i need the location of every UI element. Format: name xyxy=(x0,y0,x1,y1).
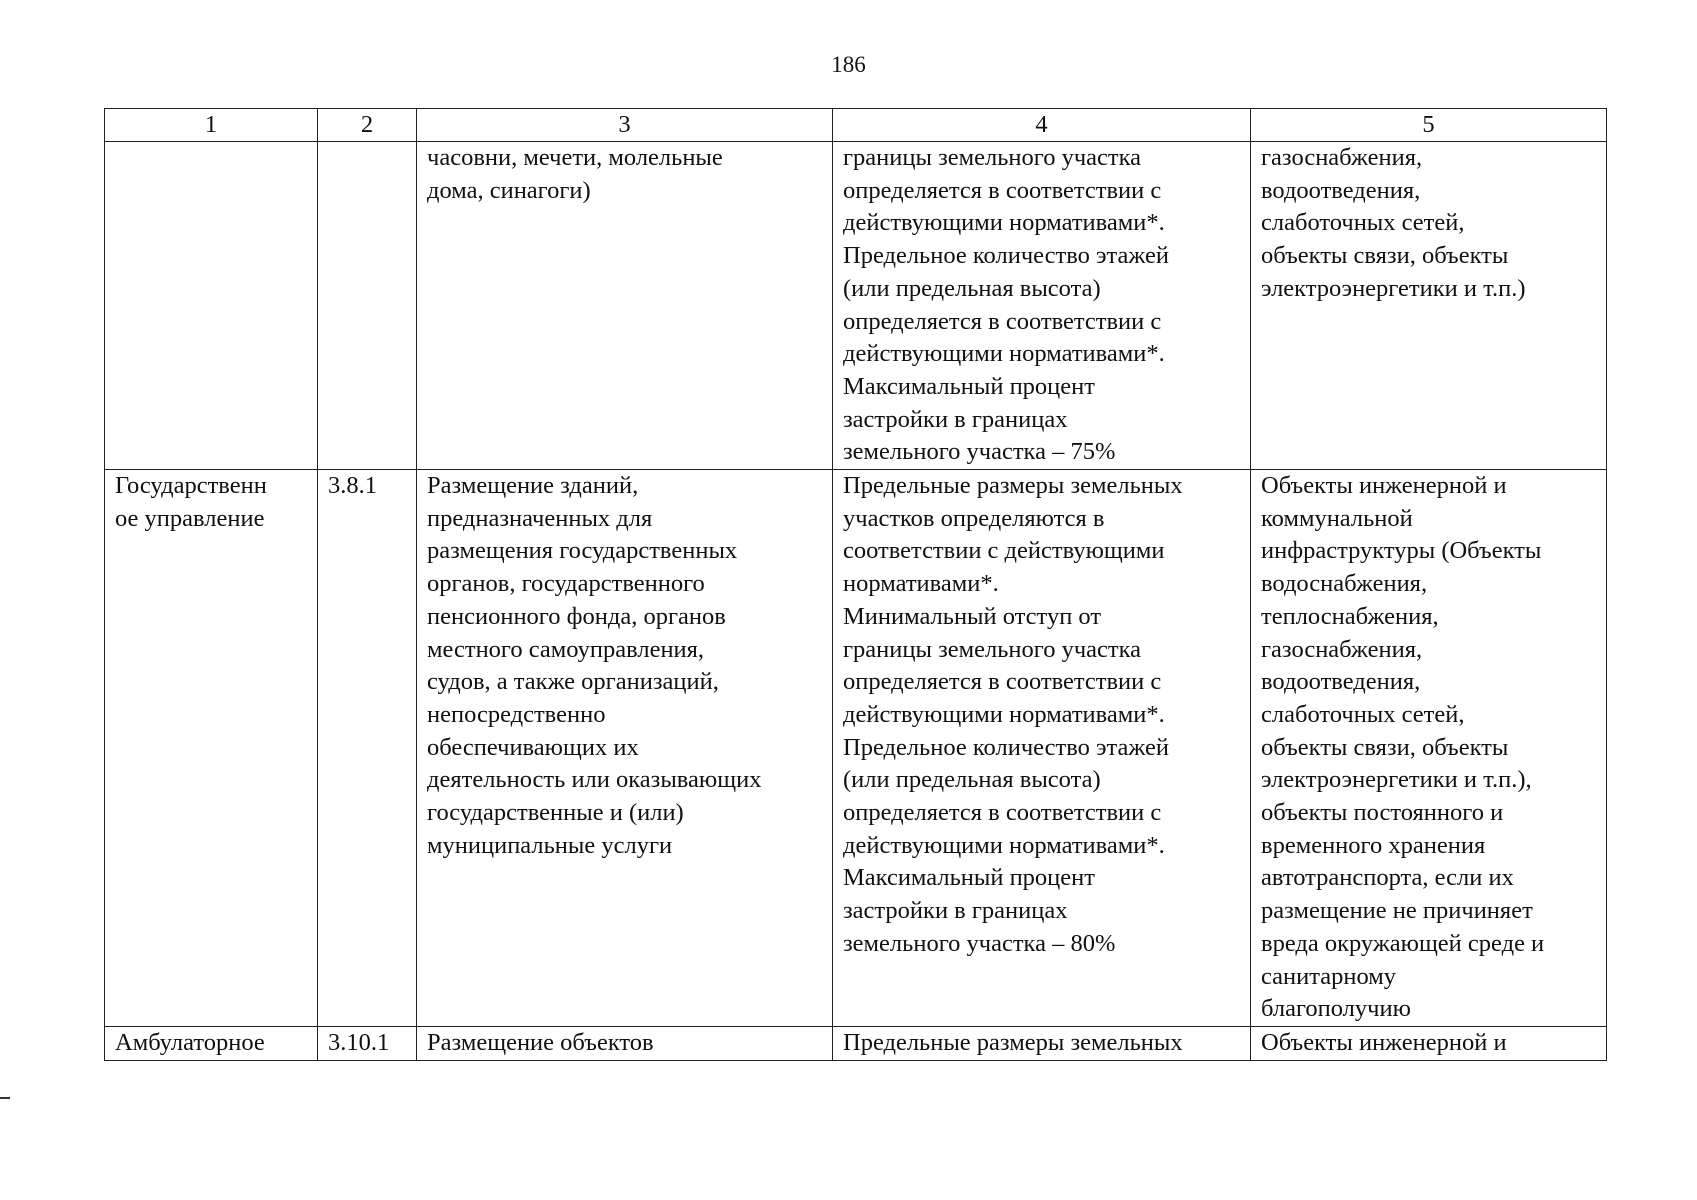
use-type-cell xyxy=(105,470,318,1027)
code-cell xyxy=(318,470,417,1027)
auxiliary-objects-cell xyxy=(1251,470,1607,1027)
code-cell xyxy=(318,142,417,470)
description-cell xyxy=(417,142,833,470)
land-use-table xyxy=(104,108,1607,1061)
auxiliary-objects-cell xyxy=(1251,1026,1607,1060)
auxiliary-objects-cell xyxy=(1251,142,1607,470)
parameters-cell xyxy=(833,142,1251,470)
table-header-row xyxy=(105,109,1607,142)
parameters-text: границы земельного участка определяется в соответствии с действующими нормативами*. Предельное количество этажей (или предельная высота) определяется в соответствии с действующими нормативами*. Максимальный процент застройки в границах земельного участка – 75% xyxy=(843,144,1169,466)
description-text: часовни, мечети, молельные дома, синагоги) xyxy=(427,144,723,204)
margin-mark xyxy=(0,1097,10,1099)
auxiliary-objects-text: газоснабжения, водоотведения, слаботочных сетей, объекты связи, объекты электроэнергетики и т.п.) xyxy=(1261,144,1526,302)
use-type-text: Государственн ое управление xyxy=(115,472,267,532)
description-cell xyxy=(417,470,833,1027)
table-row xyxy=(105,1026,1607,1060)
use-type-cell xyxy=(105,1026,318,1060)
description-text: Размещение объектов xyxy=(427,1028,654,1056)
description-cell xyxy=(417,1026,833,1060)
page-number: 186 xyxy=(831,52,866,77)
header-cell-5: 5 xyxy=(1251,109,1607,142)
header-cell-4: 4 xyxy=(833,109,1251,142)
parameters-cell xyxy=(833,470,1251,1027)
header-cell-1: 1 xyxy=(105,109,318,142)
auxiliary-objects-text: Объекты инженерной и коммунальной инфраструктуры (Объекты водоснабжения, теплоснабжения, газоснабжения, водоотведения, слаботочных сетей, объекты связи, объекты электроэнергетики и т.п.), объекты постоянного и временного хранения автотранспорта, если их размещение не причиняет вреда окружающей среде и санитарному благополучию xyxy=(1261,472,1545,1023)
code-cell xyxy=(318,1026,417,1060)
table-row xyxy=(105,470,1607,1027)
code-text: 3.10.1 xyxy=(328,1028,390,1056)
table-row xyxy=(105,142,1607,470)
parameters-cell xyxy=(833,1026,1251,1060)
use-type-cell xyxy=(105,142,318,470)
parameters-text: Предельные размеры земельных участков определяются в соответствии с действующими нормативами*. Минимальный отступ от границы земельного участка определяется в соответствии с действующими нормативами*. Предельное количество этажей (или предельная высота) определяется в соответствии с действующими нормативами*. Максимальный процент застройки в границах земельного участка – 80% xyxy=(843,472,1183,957)
auxiliary-objects-text: Объекты инженерной и xyxy=(1261,1028,1507,1056)
code-text: 3.8.1 xyxy=(328,472,377,500)
header-cell-3: 3 xyxy=(417,109,833,142)
description-text: Размещение зданий, предназначенных для размещения государственных органов, государственного пенсионного фонда, органов местного самоуправления, судов, а также организаций, непосредственно обеспечивающих их деятельность или оказывающих государственные и (или) муниципальные услуги xyxy=(427,472,762,859)
use-type-text: Амбулаторное xyxy=(115,1028,265,1056)
parameters-text: Предельные размеры земельных xyxy=(843,1028,1183,1056)
header-cell-2: 2 xyxy=(318,109,417,142)
